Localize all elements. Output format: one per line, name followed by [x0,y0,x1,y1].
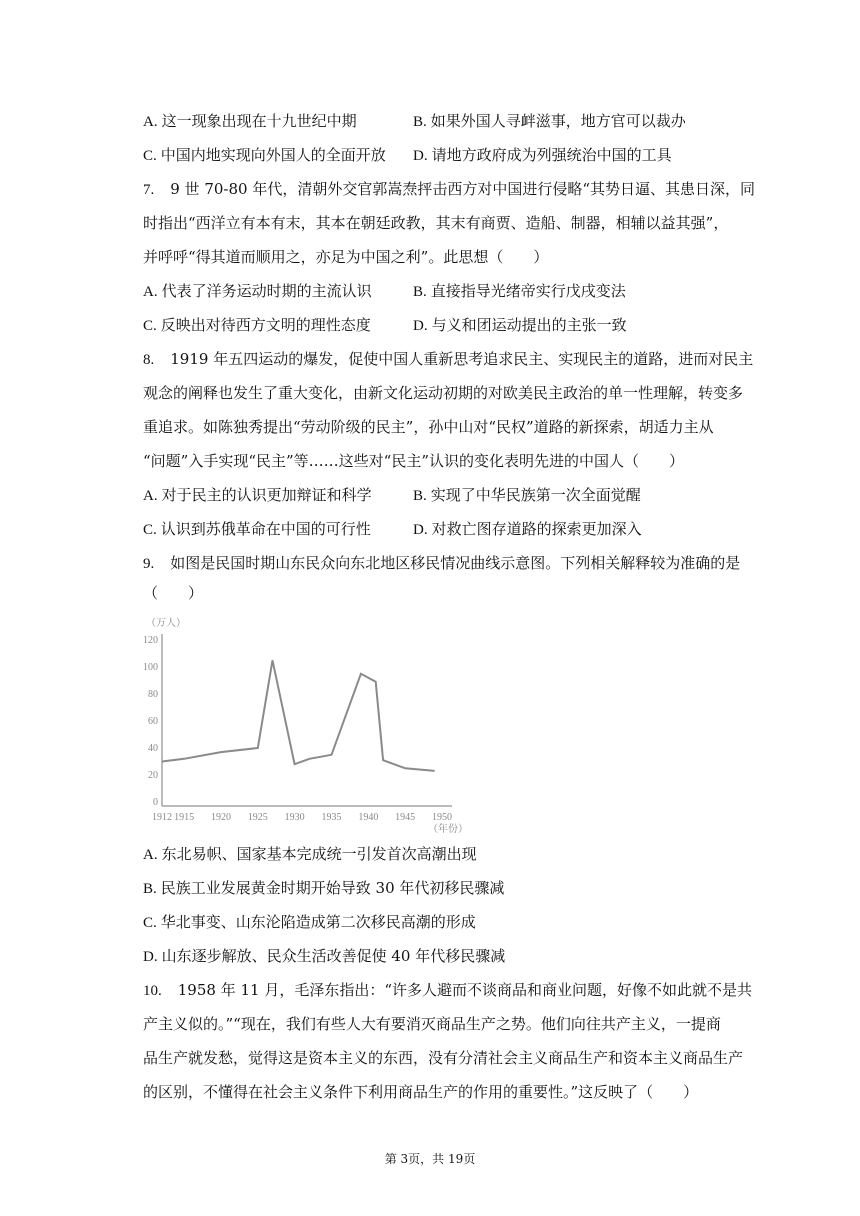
q10-number: 10. [143,983,162,999]
q7-number: 7. [143,182,155,198]
q8-stem-line-4: “问题”入手实现“民主”等……这些对“民主”认识的变化表明先进的中国人（ ） [143,452,685,470]
y-tick-label: 100 [143,662,158,673]
y-tick-label: 40 [148,743,158,754]
q7-option-c[interactable]: C. 反映出对待西方文明的理性态度 [143,316,371,334]
x-tick-label: 1950 [432,812,452,823]
q9-option-a[interactable]: A. 东北易帜、国家基本完成统一引发首次高潮出现 [143,845,477,863]
page-footer: 第 3页，共 19页 [384,1152,476,1166]
y-tick-label: 20 [148,770,158,781]
q8-stem-line-1: 8. 1919 年五四运动的爆发，促使中国人重新思考追求民主、实现民主的道路，进而对民主 [143,350,754,368]
y-tick-label: 80 [148,689,158,700]
x-tick-label: 1920 [210,812,231,823]
q8-stem-line-3: 重追求。如陈独秀提出“劳动阶级的民主”，孙中山对“民权”道路的新探索，胡适力主从 [143,418,714,436]
q6-option-c[interactable]: C. 中国内地实现向外国人的全面开放 [143,146,386,164]
migration-series-line [162,660,435,771]
y-tick-label: 0 [153,797,158,808]
q6-option-b[interactable]: B. 如果外国人寻衅滋事，地方官可以裁办 [413,112,686,130]
y-tick-label: 120 [143,635,158,646]
x-tick-label: 1925 [247,812,268,823]
q9-option-c[interactable]: C. 华北事变、山东沦陷造成第二次移民高潮的形成 [143,913,476,931]
q8-stem-line-2: 观念的阐释也发生了重大变化，由新文化运动初期的对欧美民主政治的单一性理解，转变多 [143,384,744,402]
x-tick-label: 1940 [358,812,379,823]
q6-option-a[interactable]: A. 这一现象出现在十九世纪中期 [143,112,357,130]
q7-stem-line-1: 7. 9 世 70-80 年代，清朝外交官郭嵩焘抨击西方对中国进行侵略“其势日逼、其患日深，同 [143,180,756,198]
q8-option-d[interactable]: D. 对救亡图存道路的探索更加深入 [413,520,642,538]
q7-stem-line-3: 并呼呼“得其道而顺用之，亦足为中国之利”。此思想（ ） [143,248,549,266]
x-axis-ticks [152,812,452,823]
q6-option-d[interactable]: D. 请地方政府成为列强统治中国的工具 [413,146,672,164]
x-tick-label: 1935 [321,812,342,823]
q10-stem-line-3: 品生产就发愁，觉得这是资本主义的东西，没有分清社会主义商品生产和资本主义商品生产 [143,1049,744,1067]
q8-option-a[interactable]: A. 对于民主的认识更加辩证和科学 [143,486,372,504]
q10-stem-line-4: 的区别，不懂得在社会主义条件下利用商品生产的作用的重要性。”这反映了（ ） [143,1083,699,1101]
y-tick-label: 60 [148,716,158,727]
y-axis-label: （万人） [146,618,186,629]
y-axis-ticks [143,635,158,808]
q7-option-b[interactable]: B. 直接指导光绪帝实行戊戌变法 [413,282,626,300]
q8-option-b[interactable]: B. 实现了中华民族第一次全面觉醒 [413,486,641,504]
x-axis-label: （年份） [428,824,468,835]
x-tick-label: 1912 [152,812,172,823]
q9-stem-line-1: 9. 如图是民国时期山东民众向东北地区移民情况曲线示意图。下列相关解释较为准确的是 [143,554,741,572]
x-tick-label: 1930 [284,812,305,823]
q10-stem-line-1: 10. 1958 年 11 月，毛泽东指出：“许多人避而不谈商品和商业问题，好像不如此就不是共 [143,981,752,999]
migration-line-chart [140,612,470,837]
q7-option-d[interactable]: D. 与义和团运动提出的主张一致 [413,316,627,334]
x-tick-label: 1915 [174,812,195,823]
q9-number: 9. [143,556,155,572]
q9-option-b[interactable]: B. 民族工业发展黄金时期开始导致 30 年代初移民骤减 [143,879,505,897]
x-tick-label: 1945 [395,812,416,823]
q7-option-a[interactable]: A. 代表了洋务运动时期的主流认识 [143,282,372,300]
q8-number: 8. [143,352,155,368]
q8-option-c[interactable]: C. 认识到苏俄革命在中国的可行性 [143,520,371,538]
q7-stem-line-2: 时指出“西洋立有本有末，其本在朝廷政教，其末有商贾、造船、制器，相辅以益其强”， [143,214,729,232]
q9-option-d[interactable]: D. 山东逐步解放、民众生活改善促使 40 年代移民骤减 [143,947,506,965]
q10-stem-line-2: 产主义似的。”“现在，我们有些人大有要消灭商品生产之势。他们向往共产主义，一提商 [143,1015,721,1033]
q9-stem-line-2: （ ） [143,584,204,602]
